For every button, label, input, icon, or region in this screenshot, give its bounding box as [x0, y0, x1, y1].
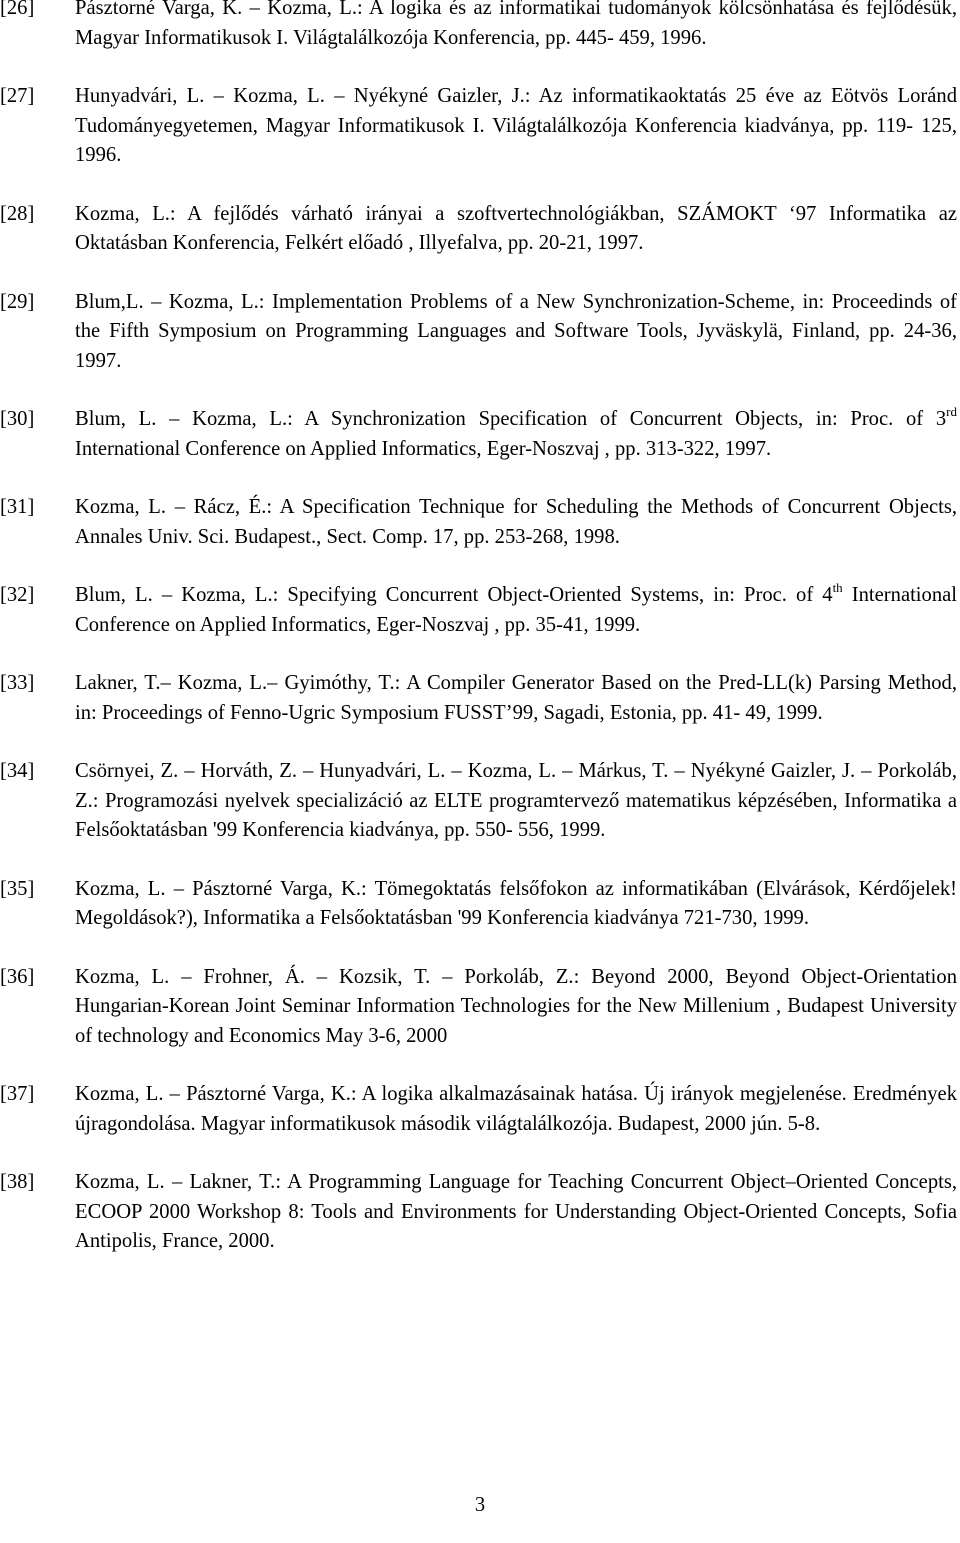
reference-text: Blum,L. – Kozma, L.: Implementation Problems of a New Synchronization-Scheme, in: Proceedinds of the Fifth Symposium on Programming Languages and Software Tools, Jyväskylä, Finland, pp. 24-36, 1997. [75, 290, 957, 372]
reference-text-before: Blum, L. – Kozma, L.: A Synchronization Specification of Concurrent Objects, in: Proc. of 3 [75, 408, 947, 430]
reference-text-after: International Conference on Applied Informatics, Eger-Noszvaj , pp. 313-322, 1997. [75, 437, 772, 460]
reference-text: Kozma, L. – Rácz, É.: A Specification Technique for Scheduling the Methods of Concurrent Objects, Annales Univ. Sci. Budapest., Sect. Comp. 17, pp. 253-268, 1998. [75, 496, 957, 548]
reference-item [0, 757, 960, 846]
reference-item [0, 581, 960, 640]
reference-text-before: Blum, L. – Kozma, L.: Specifying Concurrent Object-Oriented Systems, in: Proc. of 4 [75, 584, 833, 606]
reference-number: [29] [0, 290, 35, 313]
reference-text: Kozma, L. – Pásztorné Varga, K.: Tömegoktatás felsőfokon az informatikában (Elvárások, Kérdőjelek! Megoldások?), Informatika a Felsőoktatásban '99 Konferencia kiadványa 721-730, 1999. [75, 877, 957, 929]
reference-item [0, 1168, 960, 1257]
reference-text: Csörnyei, Z. – Horváth, Z. – Hunyadvári, L. – Kozma, L. – Márkus, T. – Nyékyné Gaizler, J. – Porkoláb, Z.: Programozási nyelvek specializáció az ELTE programtervező matematikus képzésében, Informatika a Felsőoktatásban '99 Konferencia kiadványa, pp. 550- 556, 1999. [75, 760, 957, 841]
reference-item [0, 200, 960, 259]
reference-number: [35] [0, 877, 35, 900]
reference-item [0, 963, 960, 1052]
reference-item [0, 669, 960, 728]
reference-number: [26] [0, 0, 35, 19]
reference-item [0, 288, 960, 377]
reference-item [0, 82, 960, 171]
reference-text [75, 580, 957, 636]
reference-number: [38] [0, 1171, 35, 1193]
reference-number: [28] [0, 202, 35, 225]
reference-text: Kozma, L. – Lakner, T.: A Programming Language for Teaching Concurrent Object–Oriented Concepts, ECOOP 2000 Workshop 8: Tools and Environments for Understanding Object-Oriented Concepts, Sofia Antipolis, France, 2000. [75, 1171, 957, 1252]
ordinal-superscript: th [832, 580, 843, 595]
reference-number: [37] [0, 1083, 35, 1105]
reference-number: [34] [0, 760, 35, 782]
reference-item [0, 405, 960, 464]
reference-text: Lakner, T.– Kozma, L.– Gyimóthy, T.: A Compiler Generator Based on the Pred-LL(k) Parsing Method, in: Proceedings of Fenno-Ugric Symposium FUSST’99, Sagadi, Estonia, pp. 41- 49, 1999. [75, 672, 957, 724]
reference-number: [31] [0, 496, 35, 518]
reference-text: Kozma, L. – Frohner, Á. – Kozsik, T. – Porkoláb, Z.: Beyond 2000, Beyond Object-Orientation Hungarian-Korean Joint Seminar Information Technologies for the New Millenium , Budapest University of technology and Economics May 3-6, 2000 [75, 965, 957, 1047]
reference-text: Kozma, L. – Pásztorné Varga, K.: A logika alkalmazásainak hatása. Új irányok megjelenése. Eredmények újragondolása. Magyar informatikusok második világtalálkozója. Budapest, 2000 jún. 5-8. [75, 1083, 957, 1135]
reference-item [0, 493, 960, 552]
reference-item [0, 875, 960, 934]
reference-text: Kozma, L.: A fejlődés várható irányai a szoftvertechnológiákban, SZÁMOKT ‘97 Informatika az Oktatásban Konferencia, Felkért előadó , Illyefalva, pp. 20-21, 1997. [75, 202, 957, 254]
reference-number: [27] [0, 85, 35, 107]
page-number: 3 [474, 1494, 486, 1516]
reference-number: [32] [0, 584, 35, 606]
reference-item [0, 0, 960, 53]
reference-item [0, 1080, 960, 1139]
reference-text: Pásztorné Varga, K. – Kozma, L.: A logika és az informatikai tudományok kölcsönhatása és fejlődésük, Magyar Informatikusok I. Világtalálkozója Konferencia, pp. 445- 459, 1996. [75, 0, 957, 49]
reference-text [75, 404, 957, 460]
reference-text: Hunyadvári, L. – Kozma, L. – Nyékyné Gaizler, J.: Az informatikaoktatás 25 éve az Eötvös Loránd Tudományegyetemen, Magyar Informatikusok I. Világtalálkozója Konferencia kiadványa, pp. 119- 125, 1996. [75, 85, 957, 166]
reference-number: [33] [0, 672, 35, 694]
reference-text-after: International Conference on Applied Informatics, Eger-Noszvaj , pp. 35-41, 1999. [75, 584, 957, 636]
reference-number: [30] [0, 408, 35, 430]
ordinal-superscript: rd [946, 404, 957, 419]
reference-number: [36] [0, 965, 35, 988]
